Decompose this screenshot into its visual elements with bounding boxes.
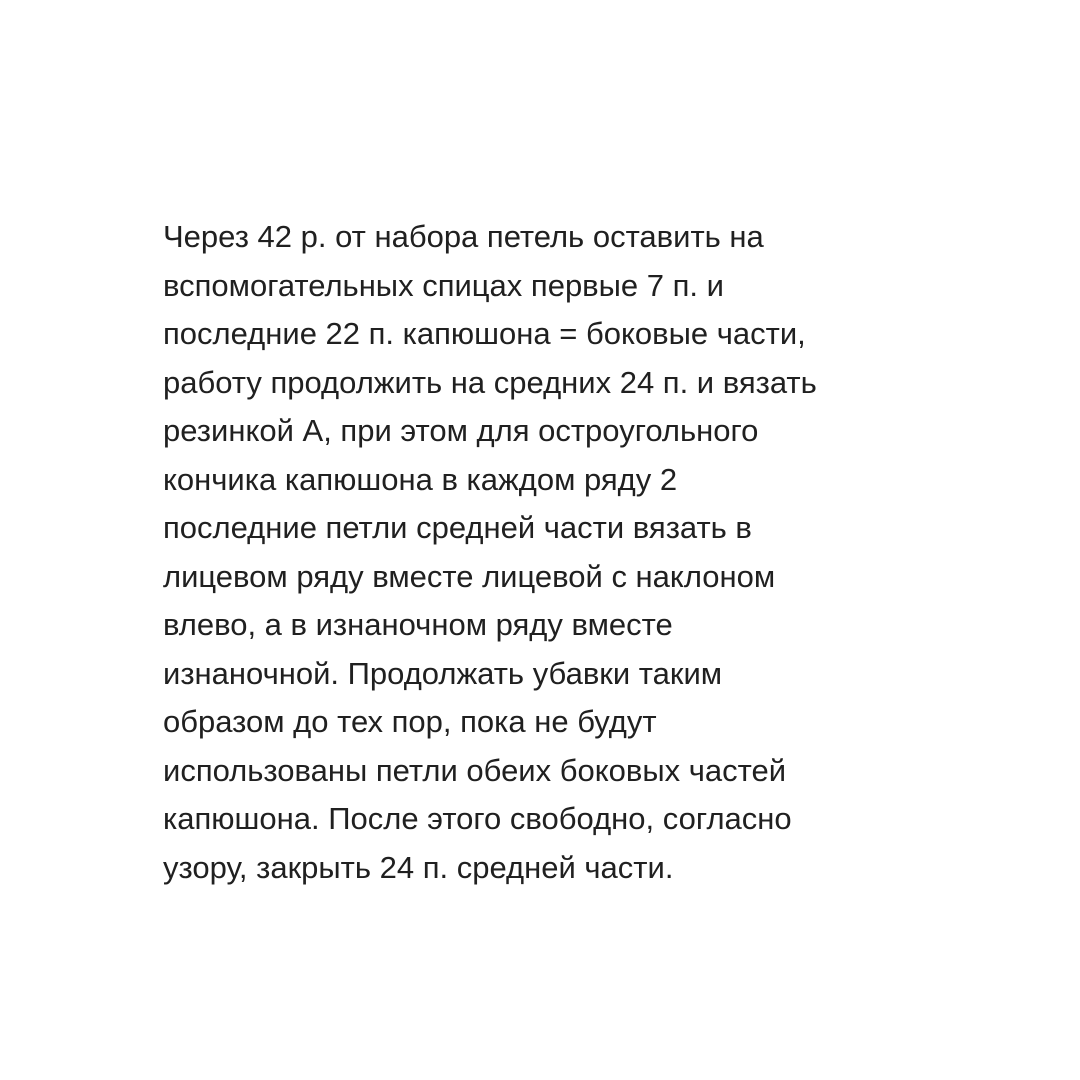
- text-line: последние петли средней части вязать в: [163, 510, 752, 545]
- text-line: кончика капюшона в каждом ряду 2: [163, 461, 678, 497]
- text-line: влево, а в изнаночном ряду вместе: [163, 607, 673, 642]
- instruction-paragraph: [163, 213, 963, 892]
- text-line: Через 42 р. от набора петель оставить на: [163, 219, 764, 254]
- text-line: последние 22 п. капюшона = боковые части,: [163, 316, 806, 351]
- text-line: вспомогательных спицах первые 7 п. и: [163, 267, 724, 303]
- text-line: использованы петли обеих боковых частей: [163, 752, 787, 788]
- text-line: образом до тех пор, пока не будут: [163, 704, 657, 739]
- text-line: лицевом ряду вместе лицевой с наклоном: [163, 558, 776, 594]
- text-line: капюшона. После этого свободно, согласно: [163, 801, 792, 836]
- text-line: работу продолжить на средних 24 п. и вязать: [163, 364, 817, 400]
- text-line: узору, закрыть 24 п. средней части.: [163, 849, 674, 885]
- text-line: резинкой А, при этом для остроугольного: [163, 413, 759, 448]
- text-line: изнаночной. Продолжать убавки таким: [163, 655, 723, 691]
